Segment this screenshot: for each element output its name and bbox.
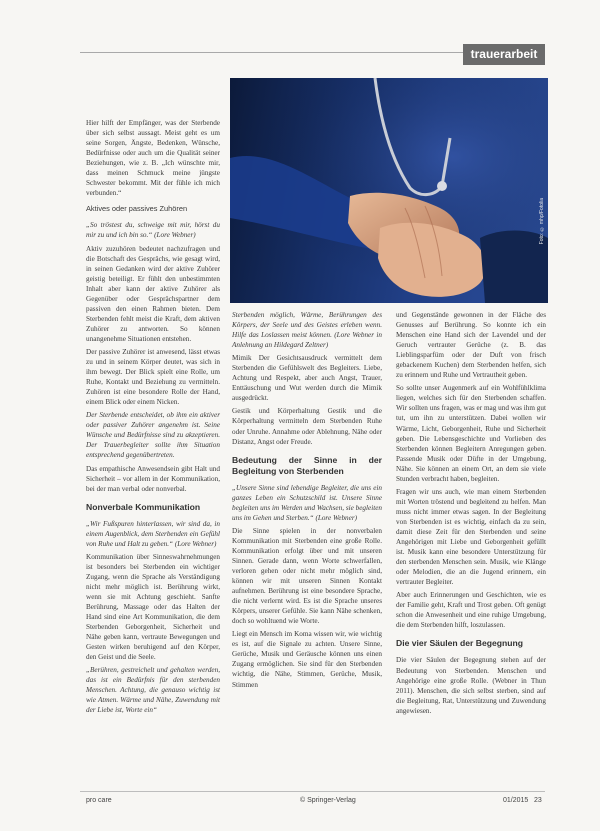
paragraph: Das empathische Anwesendsein gibt Halt und Sicherheit – vor allem in der Kommunikation, bei der man verbal oder nonverbal. (86, 464, 220, 493)
issue: 01/2015 (503, 797, 529, 804)
column-2 (232, 310, 382, 693)
section-heading: Bedeutung der Sinne in der Begleitung von Sterbenden (232, 454, 382, 476)
photo-illustration (230, 78, 548, 303)
paragraph: Die vier Säulen der Begegnung stehen auf der Bedeutung von Sterbenden. Menschen und Angehörige eine große Rolle. (Webner in Thun 2011). Menschen, die sich selbst sterben, sind auf die Begleitung, Rat, Unterstützung und Zuwendung angewiesen. (396, 656, 546, 715)
quote: Sterbenden möglich, Wärme, Berührungen des Körpers, der Seele und des Geistes erleben wenn. Hilfe das Loslassen meist können. (Lore Webner in Anlehnung an Hildegard Zeltner) (232, 311, 382, 350)
paragraph: Die Sinne spielen in der nonverbalen Kommunikation mit Sterbenden eine große Rolle. Kommunikation erfolgt über und mit unseren Sinnen. Gerade dann, wenn Worte schwerfallen, verloren gehen oder nicht mehr möglich sind, können wir mit unseren Sinnen Kontakt aufnehmen. Berührung ist eine besondere Sprache, die nicht verlernt wird. Es ist die Sprache unseres Körpers, unserer Gefühle. Sie kann Nähe schenken, doch so wohltuend wie Worte. (232, 526, 382, 626)
photo-credit: Foto: © mhp/Fotolia (539, 198, 545, 245)
paragraph: Fragen wir uns auch, wie man einem Sterbenden mit Worten tröstend und begleitend zu helfen. Man muss nicht immer etwas sagen. In der Begleitung von Sterbenden ist es wichtig, einfach da zu sein, damit diese Zeit für den Sterbenden und seine Angehörigen mit Liebe und Geborgenheit gefüllt ist. Musik kann eine besondere Unterstützung für den sterbenden Menschen sein. Musik, wie Klänge oder Melodien, die an die Jugend erinnern, ein vertrauter Begleiter. (396, 487, 546, 587)
quote: Der Sterbende entscheidet, ob ihm ein aktiver oder passiver Zuhörer angenehm ist. Seine Wünsche und Bedürfnisse sind zu akzeptieren. Der Trauerbegleiter sollte ihm Situation entsprechend gegenübertreten. (86, 411, 220, 460)
footer-rule (80, 791, 545, 792)
paragraph: Aber auch Erinnerungen und Geschichten, wie es der Familie geht, Kraft und Trost geben. Oft genügt schon die Anwesenheit und eine ruhige Umgebung, die dem Sterbenden hilft, loszulassen. (396, 591, 546, 630)
paragraph: Hier hilft der Empfänger, was der Sterbende über sich selbst aussagt. Meist geht es um seine Sorgen, Ängste, Bedenken, Wünsche, Bedürfnisse oder auch um die Qualität seiner Beziehungen, wie z. B. „Ich wünschte mir, dass meinen Schmuck meine jüngste Schwester bekommt. Mit der fühle ich mich verbunden.“ (86, 119, 220, 198)
quote: „Unsere Sinne sind lebendige Begleiter, die uns ein ganzes Leben ein Schutzschild ist. Unsere Sinne begleiten uns im Werden und Wachsen, sie begleiten uns im Gehen und Sterben.“ (Lore Webner) (232, 483, 382, 522)
paragraph: Mimik Der Gesichtsausdruck vermittelt dem Sterbenden die Gefühlswelt des Begleiters. Liebe, Achtung und Respekt, aber auch Angst, Trauer, Enttäuschung und Wut werden durch die Mimik ausgedrückt. (232, 354, 382, 403)
article-photo (230, 78, 548, 303)
section-heading: Die vier Säulen der Begegnung (396, 638, 524, 649)
paragraph: Aktiv zuzuhören bedeutet nachzufragen und die Botschaft des Gesprächs, wie gesagt wird, in seinen Gedanken wird der aktive Zuhörer geistig beteiligt. Er fühlt den unbestimmten Inhalt aber kann der aktive Zuhörer als Gegenüber oder Gesprächspartner dem passiven den einen Rahmen bieten. Dem Sterbenden fehlt meist die Kraft, dem aktiven Zuhörer zu antworten. So können unangenehme Situationen entstehen. (86, 244, 220, 343)
journal-name: pro care (86, 797, 112, 804)
column-3 (396, 310, 546, 719)
section-tab: trauerarbeit (463, 44, 545, 65)
quote: „So tröstest du, schweige mit mir, hörst du mir zu und ich bin so.“ (Lore Webner) (86, 221, 220, 240)
paragraph: Kommunikation über Sinneswahrnehmungen ist besonders bei Sterbenden ein wichtiger Zugang, wenn die Sprache als Verständigung nicht mehr möglich ist. Berührung wirkt, wenn sie mit Achtung geschieht. Sanfte Berührung, Massage oder das Halten der Hand sind eine Art Kommunikation, die dem Sterbenden Geborgenheit, Sicherheit und Nähe geben kann, vertraute Bewegungen und Gesten wirken beruhigend auf den Körper, den Geist und die Seele. (86, 552, 220, 662)
paragraph: Der passive Zuhörer ist anwesend, lässt etwas zu und in seinem Körper deutet, was sich in ihm bewegt. Der Blick spielt eine Rolle, um Ruhe, Kontakt und Beziehung zu vermitteln. Zuhören ist eine besondere Rolle der Hand, einem Blick oder einem Nicken. (86, 347, 220, 407)
paragraph: und Gegenstände gewonnen in der Fläche des Genusses auf Berührung. So konnte ich ein Menschen eine Hand sich der Lavendel und der Geruch vertrauter Gerüche (z. B. das Lieblingsparfüm oder der Duft von frisch gebackenem Kuchen) dem Sterbenden helfen, sich zu erinnern und Ruhe und Vertrautheit geben. (396, 311, 546, 380)
paragraph: So sollte unser Augenmerk auf ein Wohlfühlklima liegen, welches sich für den Sterbenden schaffen. Wir sollten uns fragen, was er mag und was ihm gut tut, um ihn zu unterstützen. Dabei wollen wir Wärme, Licht, Geborgenheit, Ruhe und Sicherheit geben. Die Lebensgeschichte und Vorlieben des Sterbenden können Begleitern Anregungen geben. Passende Musik oder Düfte in der Umgebung, Nähe. Sie können an einem Ort, an dem sie viele Stunden verbracht haben, begleiten. (396, 384, 546, 483)
paragraph: Gestik und Körperhaltung Gestik und die Körperhaltung vermitteln dem Sterbenden Ruhe oder Unruhe. Annahme oder Ablehnung, Nähe oder Distanz, Angst oder Freude. (232, 407, 382, 446)
shadow (480, 231, 548, 304)
page-number: 23 (534, 797, 542, 804)
section-heading: Nonverbale Kommunikation (86, 501, 201, 512)
publisher: © Springer-Verlag (300, 797, 356, 804)
paragraph: Liegt ein Mensch im Koma wissen wir, wie wichtig es ist, auf die Signale zu achten. Unsere Sinne, Gerüche, Musik und Geräusche können uns einen Zugang ermöglichen. Sie sind für den Sterbenden wichtig, die Nähe, Stimmen, Gerüche, Musik, Stimmen (232, 630, 382, 689)
quote: „Berühren, gestreichelt und gehalten werden, das ist ein Bedürfnis für den sterbenden Menschen. Achtung, die genauso wichtig ist wie Atmen. Wärme und Nähe, Zuwendung mit der Liebe ist, Worte ein“ (86, 666, 220, 715)
quote: „Wir Fußspuren hinterlassen, wir sind da, in einem Augenblick, dem Sterbenden ein Gefühl von Ruhe und Halt zu geben.“ (Lore Webner) (86, 519, 220, 548)
column-1 (86, 118, 220, 719)
subheading: Aktives oder passives Zuhören (86, 204, 188, 214)
stethoscope-head (437, 181, 447, 191)
